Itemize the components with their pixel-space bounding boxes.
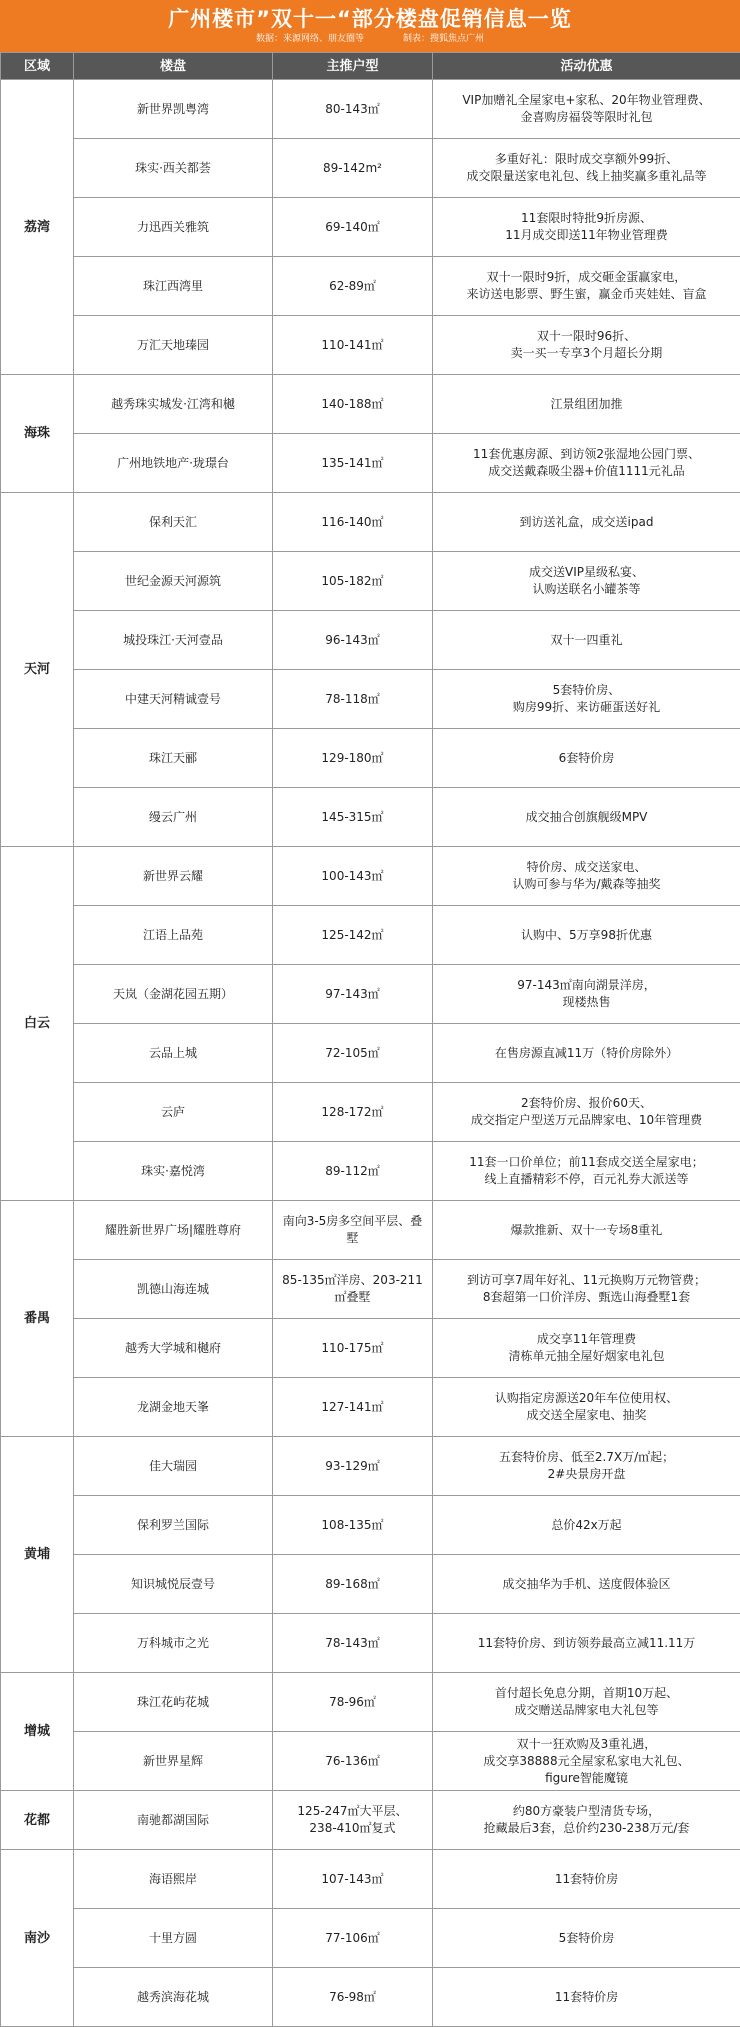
unit-cell: 108-135㎡ xyxy=(273,1496,433,1555)
table-row xyxy=(1,1791,740,1850)
promo-cell: 双十一四重礼 xyxy=(433,611,740,670)
promo-cell: 总价42x万起 xyxy=(433,1496,740,1555)
project-cell: 珠江西湾里 xyxy=(74,257,273,316)
project-cell: 珠实·嘉悦湾 xyxy=(74,1142,273,1201)
promo-cell: 11套限时特批9折房源、 11月成交即送11年物业管理费 xyxy=(433,198,740,257)
promo-cell: 双十一限时9折，成交砸金蛋赢家电， 来访送电影票、野生蜜，赢金币夹娃娃、盲盒 xyxy=(433,257,740,316)
unit-cell: 76-98㎡ xyxy=(273,1968,433,2027)
unit-cell: 97-143㎡ xyxy=(273,965,433,1024)
table-row xyxy=(1,1673,740,1732)
unit-cell: 107-143㎡ xyxy=(273,1850,433,1909)
unit-cell: 116-140㎡ xyxy=(273,493,433,552)
table-body xyxy=(1,80,740,2027)
promo-cell: 到访可享7周年好礼、11元换购万元物管费； 8套超第一口价洋房、甄选山海叠墅1套 xyxy=(433,1260,740,1319)
unit-cell: 145-315㎡ xyxy=(273,788,433,847)
project-cell: 中建天河精诚壹号 xyxy=(74,670,273,729)
unit-cell: 140-188㎡ xyxy=(273,375,433,434)
unit-cell: 78-143㎡ xyxy=(273,1614,433,1673)
table-row xyxy=(1,257,740,316)
unit-cell: 76-136㎡ xyxy=(273,1732,433,1791)
col-header-promo: 活动优惠 xyxy=(433,53,740,80)
promo-cell: 多重好礼：限时成交享额外99折、 成交限量送家电礼包、线上抽奖赢多重礼品等 xyxy=(433,139,740,198)
project-cell: 海语熙岸 xyxy=(74,1850,273,1909)
table-row xyxy=(1,1319,740,1378)
promo-cell: 5套特价房 xyxy=(433,1909,740,1968)
promo-cell: 11套特价房 xyxy=(433,1850,740,1909)
table-row xyxy=(1,611,740,670)
table-row xyxy=(1,493,740,552)
table-row xyxy=(1,670,740,729)
unit-cell: 135-141㎡ xyxy=(273,434,433,493)
promo-cell: VIP加赠礼全屋家电+家私、20年物业管理费、 金喜购房福袋等限时礼包 xyxy=(433,80,740,139)
project-cell: 缦云广州 xyxy=(74,788,273,847)
sheet-header xyxy=(0,0,740,52)
project-cell: 新世界凯粤湾 xyxy=(74,80,273,139)
promo-cell: 成交抽华为手机、送度假体验区 xyxy=(433,1555,740,1614)
project-cell: 凯德山海连城 xyxy=(74,1260,273,1319)
project-cell: 龙湖金地天峯 xyxy=(74,1378,273,1437)
table-row xyxy=(1,1201,740,1260)
page-title: 广州楼市”双十一“部分楼盘促销信息一览 xyxy=(168,7,572,31)
table-row xyxy=(1,788,740,847)
project-cell: 城投珠江·天河壹品 xyxy=(74,611,273,670)
col-header-region: 区域 xyxy=(1,53,74,80)
region-cell: 番禺 xyxy=(1,1201,74,1437)
unit-cell: 96-143㎡ xyxy=(273,611,433,670)
promo-cell: 97-143㎡南向湖景洋房， 现楼热售 xyxy=(433,965,740,1024)
table-row xyxy=(1,552,740,611)
table-row xyxy=(1,906,740,965)
project-cell: 越秀珠实城发·江湾和樾 xyxy=(74,375,273,434)
region-cell: 荔湾 xyxy=(1,80,74,375)
region-cell: 黄埔 xyxy=(1,1437,74,1673)
promo-cell: 6套特价房 xyxy=(433,729,740,788)
promo-cell: 11套特价房 xyxy=(433,1968,740,2027)
unit-cell: 85-135㎡洋房、203-211㎡叠墅 xyxy=(273,1260,433,1319)
unit-cell: 89-112㎡ xyxy=(273,1142,433,1201)
promo-cell: 成交送VIP星级私宴、 认购送联名小罐茶等 xyxy=(433,552,740,611)
project-cell: 珠实·西关都荟 xyxy=(74,139,273,198)
promo-cell: 11套特价房、到访领券最高立减11.11万 xyxy=(433,1614,740,1673)
table-row xyxy=(1,1850,740,1909)
unit-cell: 128-172㎡ xyxy=(273,1083,433,1142)
col-header-project: 楼盘 xyxy=(74,53,273,80)
unit-cell: 110-141㎡ xyxy=(273,316,433,375)
table-row xyxy=(1,434,740,493)
project-cell: 珠江花屿花城 xyxy=(74,1673,273,1732)
project-cell: 越秀滨海花城 xyxy=(74,1968,273,2027)
unit-cell: 93-129㎡ xyxy=(273,1437,433,1496)
unit-cell: 125-142㎡ xyxy=(273,906,433,965)
promo-cell: 五套特价房、低至2.7X万/㎡起； 2#央景房开盘 xyxy=(433,1437,740,1496)
project-cell: 万科城市之光 xyxy=(74,1614,273,1673)
unit-cell: 77-106㎡ xyxy=(273,1909,433,1968)
promo-cell: 在售房源直减11万（特价房除外） xyxy=(433,1024,740,1083)
unit-cell: 80-143㎡ xyxy=(273,80,433,139)
project-cell: 云庐 xyxy=(74,1083,273,1142)
table-row xyxy=(1,1378,740,1437)
table-row xyxy=(1,198,740,257)
unit-cell: 110-175㎡ xyxy=(273,1319,433,1378)
table-row xyxy=(1,1260,740,1319)
table-row xyxy=(1,139,740,198)
promo-cell: 2套特价房、报价60天、 成交指定户型送万元品牌家电、10年管理费 xyxy=(433,1083,740,1142)
project-cell: 珠江天郦 xyxy=(74,729,273,788)
promo-cell: 成交抽合创旗舰级MPV xyxy=(433,788,740,847)
table-row xyxy=(1,316,740,375)
promo-cell: 到访送礼盒，成交送ipad xyxy=(433,493,740,552)
unit-cell: 100-143㎡ xyxy=(273,847,433,906)
project-cell: 越秀大学城和樾府 xyxy=(74,1319,273,1378)
unit-cell: 129-180㎡ xyxy=(273,729,433,788)
unit-cell: 89-142m² xyxy=(273,139,433,198)
col-header-unit: 主推户型 xyxy=(273,53,433,80)
project-cell: 新世界星辉 xyxy=(74,1732,273,1791)
table-row xyxy=(1,965,740,1024)
project-cell: 新世界云耀 xyxy=(74,847,273,906)
promo-cell: 11套优惠房源、到访领2张湿地公园门票、 成交送戴森吸尘器+价值1111元礼品 xyxy=(433,434,740,493)
table-row xyxy=(1,729,740,788)
unit-cell: 72-105㎡ xyxy=(273,1024,433,1083)
table-row xyxy=(1,1024,740,1083)
promo-cell: 5套特价房、 购房99折、来访砸蛋送好礼 xyxy=(433,670,740,729)
table-row xyxy=(1,1909,740,1968)
project-cell: 广州地铁地产·珑璟台 xyxy=(74,434,273,493)
project-cell: 天岚（金湖花园五期） xyxy=(74,965,273,1024)
project-cell: 保利天汇 xyxy=(74,493,273,552)
region-cell: 白云 xyxy=(1,847,74,1201)
project-cell: 保利罗兰国际 xyxy=(74,1496,273,1555)
project-cell: 耀胜新世界广场|耀胜尊府 xyxy=(74,1201,273,1260)
promo-cell: 认购中、5万享98折优惠 xyxy=(433,906,740,965)
promo-cell: 首付超长免息分期，首期10万起、 成交赠送品牌家电大礼包等 xyxy=(433,1673,740,1732)
project-cell: 力迅西关雅筑 xyxy=(74,198,273,257)
project-cell: 云品上城 xyxy=(74,1024,273,1083)
project-cell: 万汇天地瑧园 xyxy=(74,316,273,375)
promo-table xyxy=(0,52,740,2027)
promo-cell: 江景组团加推 xyxy=(433,375,740,434)
table-row xyxy=(1,1083,740,1142)
data-source: 数据：来源网络、朋友圈等 xyxy=(256,34,365,44)
unit-cell: 78-96㎡ xyxy=(273,1673,433,1732)
region-cell: 南沙 xyxy=(1,1850,74,2027)
table-row xyxy=(1,1614,740,1673)
sheet-subtitle xyxy=(0,32,740,46)
promo-cell: 特价房、成交送家电、 认购可参与华为/戴森等抽奖 xyxy=(433,847,740,906)
region-cell: 海珠 xyxy=(1,375,74,493)
table-row xyxy=(1,1555,740,1614)
table-row xyxy=(1,1496,740,1555)
promo-cell: 双十一狂欢购及3重礼遇， 成交享38888元全屋家私家电大礼包、 figure智能魔镜 xyxy=(433,1732,740,1791)
promo-cell: 爆款推新、双十一专场8重礼 xyxy=(433,1201,740,1260)
unit-cell: 89-168㎡ xyxy=(273,1555,433,1614)
table-row xyxy=(1,1142,740,1201)
promo-cell: 约80方豪装户型清货专场， 抢藏最后3套，总价约230-238万元/套 xyxy=(433,1791,740,1850)
promo-cell: 11套一口价单位；前11套成交送全屋家电； 线上直播精彩不停，百元礼券大派送等 xyxy=(433,1142,740,1201)
table-header-row xyxy=(1,53,740,80)
promo-cell: 成交享11年管理费 清栋单元抽全屋好烟家电礼包 xyxy=(433,1319,740,1378)
table-row xyxy=(1,375,740,434)
promo-cell: 双十一限时96折、 卖一买一专享3个月超长分期 xyxy=(433,316,740,375)
unit-cell: 105-182㎡ xyxy=(273,552,433,611)
promo-cell: 认购指定房源送20年车位使用权、 成交送全屋家电、抽奖 xyxy=(433,1378,740,1437)
table-row xyxy=(1,847,740,906)
unit-cell: 127-141㎡ xyxy=(273,1378,433,1437)
region-cell: 天河 xyxy=(1,493,74,847)
table-row xyxy=(1,1732,740,1791)
unit-cell: 69-140㎡ xyxy=(273,198,433,257)
region-cell: 增城 xyxy=(1,1673,74,1791)
project-cell: 南驰都湖国际 xyxy=(74,1791,273,1850)
table-row xyxy=(1,1968,740,2027)
unit-cell: 62-89㎡ xyxy=(273,257,433,316)
unit-cell: 南向3-5房多空间平层、叠墅 xyxy=(273,1201,433,1260)
region-cell: 花都 xyxy=(1,1791,74,1850)
unit-cell: 125-247㎡大平层、 238-410㎡复式 xyxy=(273,1791,433,1850)
project-cell: 江语上品苑 xyxy=(74,906,273,965)
project-cell: 世纪金源天河源筑 xyxy=(74,552,273,611)
table-maker: 制表：搜狐焦点广州 xyxy=(402,34,484,44)
table-row xyxy=(1,80,740,139)
project-cell: 知识城悦辰壹号 xyxy=(74,1555,273,1614)
unit-cell: 78-118㎡ xyxy=(273,670,433,729)
project-cell: 十里方圆 xyxy=(74,1909,273,1968)
project-cell: 佳大瑞园 xyxy=(74,1437,273,1496)
table-row xyxy=(1,1437,740,1496)
